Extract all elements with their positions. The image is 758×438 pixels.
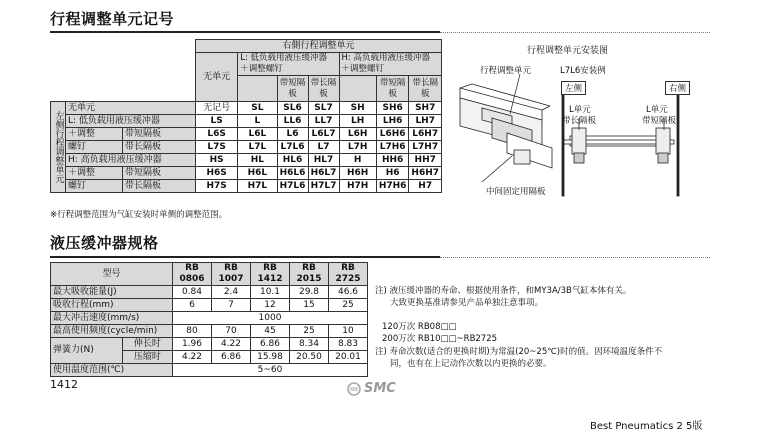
spec-value: 25 (290, 325, 329, 338)
spec-value: 15 (290, 299, 329, 312)
code-cell: H (339, 154, 376, 167)
col-L-short: 带短隔板 (277, 76, 308, 102)
spec-value: 20.01 (329, 351, 368, 364)
section-title-adjust-units: 行程调整单元记号 (50, 10, 175, 28)
spec-value: 2.4 (212, 286, 251, 299)
code-cell: H6L7 (308, 167, 339, 180)
row-label: ＋调整 (66, 128, 123, 141)
spec-label: 最高使用频度(cycle/min) (51, 325, 173, 338)
spec-value: 46.6 (329, 286, 368, 299)
code-cell: HH6 (376, 154, 409, 167)
publication-label: Best Pneumatics 2 5版 (590, 421, 703, 432)
col-H: H: 高负载用液压缓冲器 ＋调整螺钉 (339, 53, 442, 76)
spec-label: 最大吸收能量(J) (51, 286, 173, 299)
code-cell: HL (238, 154, 277, 167)
code-cell: L6L (238, 128, 277, 141)
spec-value: 4.22 (212, 338, 251, 351)
code-cell: SH7 (409, 102, 442, 115)
model-header: RB 1007 (212, 263, 251, 286)
code-cell: SH (339, 102, 376, 115)
left-unit-vertical-label: 左侧行程调整单元 (51, 102, 66, 193)
section-dotted-rule (440, 257, 710, 258)
code-cell: HS (196, 154, 238, 167)
code-cell: L6H (339, 128, 376, 141)
code-cell: H7H6 (376, 180, 409, 193)
spec-value: 10.1 (251, 286, 290, 299)
temp-value: 5~60 (173, 364, 368, 377)
spec-value: 45 (251, 325, 290, 338)
code-cell: H7S (196, 180, 238, 193)
adjust-table-footnote: ※行程调整范围为气缸安装时单侧的调整范围。 (50, 210, 228, 220)
right-unit-header: 右側行程调整单元 (196, 40, 442, 53)
row-label: H: 高负载用液压缓冲器 (66, 154, 196, 167)
code-cell: LS (196, 115, 238, 128)
col-H-short: 带短隔板 (376, 76, 409, 102)
code-cell: H7L (238, 180, 277, 193)
code-cell: L7S (196, 141, 238, 154)
right-plate-label: 带短隔板 (642, 116, 677, 126)
code-cell: L7H7 (409, 141, 442, 154)
col-L: L: 低负载用液压缓冲器 ＋调整螺钉 (238, 53, 339, 76)
code-cell: H7H (339, 180, 376, 193)
code-cell: SL7 (308, 102, 339, 115)
spec-value: 8.34 (290, 338, 329, 351)
row-sub-label: 带短隔板 (123, 167, 196, 180)
code-cell: L (238, 115, 277, 128)
note-1-line-1: 注) 液压缓冲器的寿命、根据使用条件，和MY3A/3B气缸本体有关。 (375, 286, 632, 296)
diagram-title: 行程调整单元安装图 (527, 46, 609, 56)
row-label: 无单元 (66, 102, 196, 115)
code-cell: LH6 (376, 115, 409, 128)
row-label: ＋调整 (66, 167, 123, 180)
code-cell: L7L (238, 141, 277, 154)
spec-value: 29.8 (290, 286, 329, 299)
row-sub-label: 带长隔板 (123, 180, 196, 193)
section-rule (50, 256, 440, 258)
row-label: 螺钉 (66, 141, 123, 154)
spring-sub-label: 伸长时 (122, 338, 172, 351)
col-H-long: 带长隔板 (409, 76, 442, 102)
code-cell: H6L (238, 167, 277, 180)
code-cell: H6S (196, 167, 238, 180)
spec-value-merged: 1000 (173, 312, 368, 325)
spec-value: 1.96 (173, 338, 212, 351)
code-cell: L6S (196, 128, 238, 141)
code-cell: L6 (277, 128, 308, 141)
model-header: RB 0806 (173, 263, 212, 286)
spec-label: 最大冲击速度(mm/s) (51, 312, 173, 325)
spec-value: 12 (251, 299, 290, 312)
left-unit-label: L单元 (569, 105, 591, 115)
smc-logo (347, 381, 396, 396)
code-cell: H7L7 (308, 180, 339, 193)
row-sub-label: 带长隔板 (123, 141, 196, 154)
example-title: L7L6安装例 (560, 66, 606, 76)
shock-absorber-spec-table (50, 262, 368, 377)
smc-logo-icon (347, 382, 361, 396)
right-unit-label: L单元 (646, 105, 668, 115)
label-mid-plate: 中间固定用隔板 (486, 187, 546, 197)
spec-value: 10 (329, 325, 368, 338)
left-plate-label: 带长隔板 (562, 116, 597, 126)
model-header: RB 1412 (251, 263, 290, 286)
code-cell: L7 (308, 141, 339, 154)
left-side-label: 左侧 (561, 81, 586, 95)
adjust-unit-table (50, 39, 442, 193)
col-model: 型号 (51, 263, 173, 286)
code-cell: L6H6 (376, 128, 409, 141)
life-line-1: 120万次 RB08□□ (382, 322, 457, 332)
code-cell: L6H7 (409, 128, 442, 141)
cylinder-perspective-drawing (460, 84, 552, 168)
section-dotted-rule (440, 32, 710, 33)
note-2-line-1: 注) 寿命次数(适合的更换时期)为常温(20~25℃)时的值。因环境温度条件不 (375, 347, 663, 357)
code-cell: HL7 (308, 154, 339, 167)
col-L-long: 带长隔板 (308, 76, 339, 102)
code-cell: H7L6 (277, 180, 308, 193)
temp-label: 使用温度范围(℃) (51, 364, 173, 377)
code-cell: SL6 (277, 102, 308, 115)
spec-value: 7 (212, 299, 251, 312)
code-cell: L7L6 (277, 141, 308, 154)
spec-value: 6 (173, 299, 212, 312)
spec-value: 25 (329, 299, 368, 312)
row-label: L: 低负载用液压缓冲器 (66, 115, 196, 128)
spec-label: 吸收行程(mm) (51, 299, 173, 312)
code-cell: LH (339, 115, 376, 128)
code-cell: SL (238, 102, 277, 115)
life-line-2: 200万次 RB10□□~RB2725 (382, 334, 498, 344)
code-cell: H6H7 (409, 167, 442, 180)
page-number: 1412 (50, 378, 78, 391)
spec-value: 15.98 (251, 351, 290, 364)
spec-value: 20.50 (290, 351, 329, 364)
label-adjust-unit: 行程调整单元 (480, 66, 532, 76)
code-cell: HH7 (409, 154, 442, 167)
section-title-shock-absorber: 液压缓冲器规格 (50, 234, 159, 252)
code-cell: H6L6 (277, 167, 308, 180)
note-1-line-2: 大致更换基准请参见产品单独注意事项。 (390, 298, 544, 308)
code-cell: H6H (339, 167, 376, 180)
code-cell: LH7 (409, 115, 442, 128)
code-cell: LL7 (308, 115, 339, 128)
spring-sub-label: 压缩时 (122, 351, 172, 364)
code-cell: H6 (376, 167, 409, 180)
spec-value: 8.83 (329, 338, 368, 351)
model-header: RB 2725 (329, 263, 368, 286)
code-cell: LL6 (277, 115, 308, 128)
section-rule (50, 31, 440, 33)
spec-value: 0.84 (173, 286, 212, 299)
code-cell: H7 (409, 180, 442, 193)
spec-value: 70 (212, 325, 251, 338)
note-2-line-2: 同，也有在上记动作次数以内更换的必要。 (390, 359, 552, 369)
code-cell: 无记号 (196, 102, 238, 115)
row-sub-label: 带短隔板 (123, 128, 196, 141)
col-none: 无单元 (196, 53, 238, 102)
spring-label: 弹簧力(N) (51, 338, 123, 364)
code-cell: L6L7 (308, 128, 339, 141)
right-side-label: 右侧 (665, 81, 690, 95)
code-cell: SH6 (376, 102, 409, 115)
row-label: 螺钉 (66, 180, 123, 193)
code-cell: HL6 (277, 154, 308, 167)
model-header: RB 2015 (290, 263, 329, 286)
spec-value: 80 (173, 325, 212, 338)
spec-value: 6.86 (212, 351, 251, 364)
spec-value: 6.86 (251, 338, 290, 351)
spec-value: 4.22 (173, 351, 212, 364)
code-cell: L7H (339, 141, 376, 154)
code-cell: L7H6 (376, 141, 409, 154)
smc-logo-text: SMC (364, 381, 396, 396)
